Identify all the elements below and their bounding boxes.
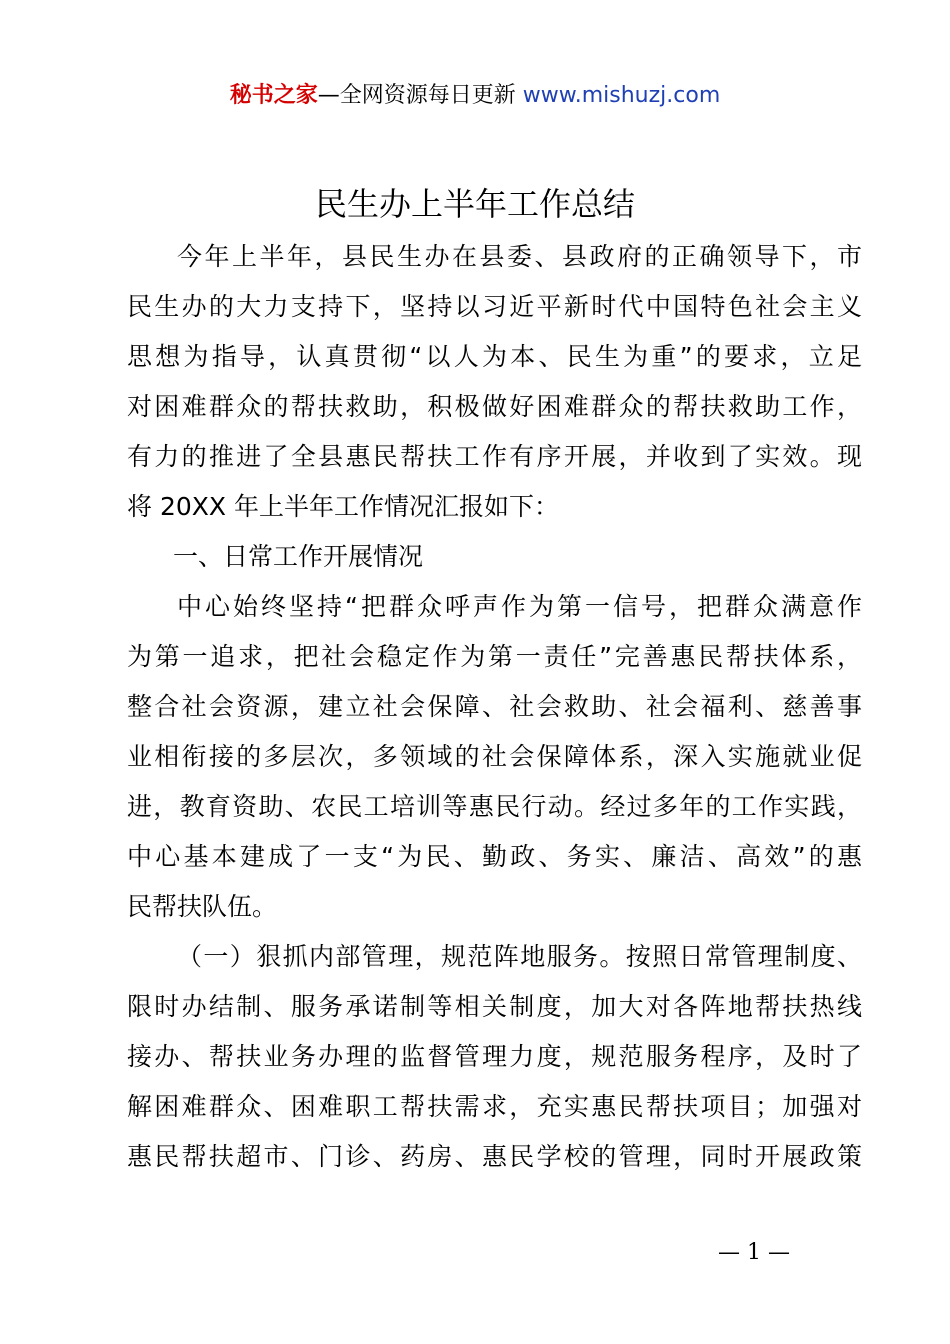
body-line: 今年上半年，县民生办在县委、县政府的正确领导下，市 bbox=[177, 242, 862, 271]
body-line: 进，教育资助、农民工培训等惠民行动。经过多年的工作实践， bbox=[127, 792, 862, 821]
site-header bbox=[0, 80, 950, 112]
body-line: 惠民帮扶超市、门诊、药房、惠民学校的管理，同时开展政策 bbox=[127, 1142, 862, 1171]
site-brand: 秘书之家 bbox=[229, 83, 318, 108]
body-line: 中心基本建成了一支“为民、勤政、务实、廉洁、高效”的惠 bbox=[127, 842, 862, 871]
body-line: 为第一追求，把社会稳定作为第一责任”完善惠民帮扶体系， bbox=[127, 642, 862, 671]
document-body bbox=[127, 232, 862, 1182]
body-line: 将 20XX 年上半年工作情况汇报如下： bbox=[127, 492, 559, 521]
body-line: 整合社会资源，建立社会保障、社会救助、社会福利、慈善事 bbox=[127, 692, 862, 721]
body-line: 解困难群众、困难职工帮扶需求，充实惠民帮扶项目；加强对 bbox=[127, 1092, 862, 1121]
body-line: 民帮扶队伍。 bbox=[127, 892, 278, 921]
body-line: 民生办的大力支持下，坚持以习近平新时代中国特色社会主义 bbox=[127, 292, 862, 321]
section-heading: 一、日常工作开展情况 bbox=[173, 542, 424, 571]
body-line: 业相衔接的多层次，多领域的社会保障体系，深入实施就业促 bbox=[127, 742, 862, 771]
body-line: 对困难群众的帮扶救助，积极做好困难群众的帮扶救助工作， bbox=[127, 392, 862, 421]
body-line: 接办、帮扶业务办理的监督管理力度，规范服务程序，及时了 bbox=[127, 1042, 862, 1071]
body-line: （一）狠抓内部管理，规范阵地服务。按照日常管理制度、 bbox=[177, 942, 862, 971]
site-tagline: —全网资源每日更新 bbox=[317, 83, 523, 108]
site-url-link[interactable]: www.mishuzj.com bbox=[522, 83, 721, 108]
body-line: 中心始终坚持“把群众呼声作为第一信号，把群众满意作 bbox=[177, 592, 862, 621]
body-line: 有力的推进了全县惠民帮扶工作有序开展，并收到了实效。现 bbox=[127, 442, 862, 471]
body-line: 思想为指导，认真贯彻“以人为本、民生为重”的要求，立足 bbox=[127, 342, 862, 371]
page-number: — 1 — bbox=[718, 1240, 790, 1265]
body-line: 限时办结制、服务承诺制等相关制度，加大对各阵地帮扶热线 bbox=[127, 992, 862, 1021]
document-title: 民生办上半年工作总结 bbox=[314, 185, 635, 223]
